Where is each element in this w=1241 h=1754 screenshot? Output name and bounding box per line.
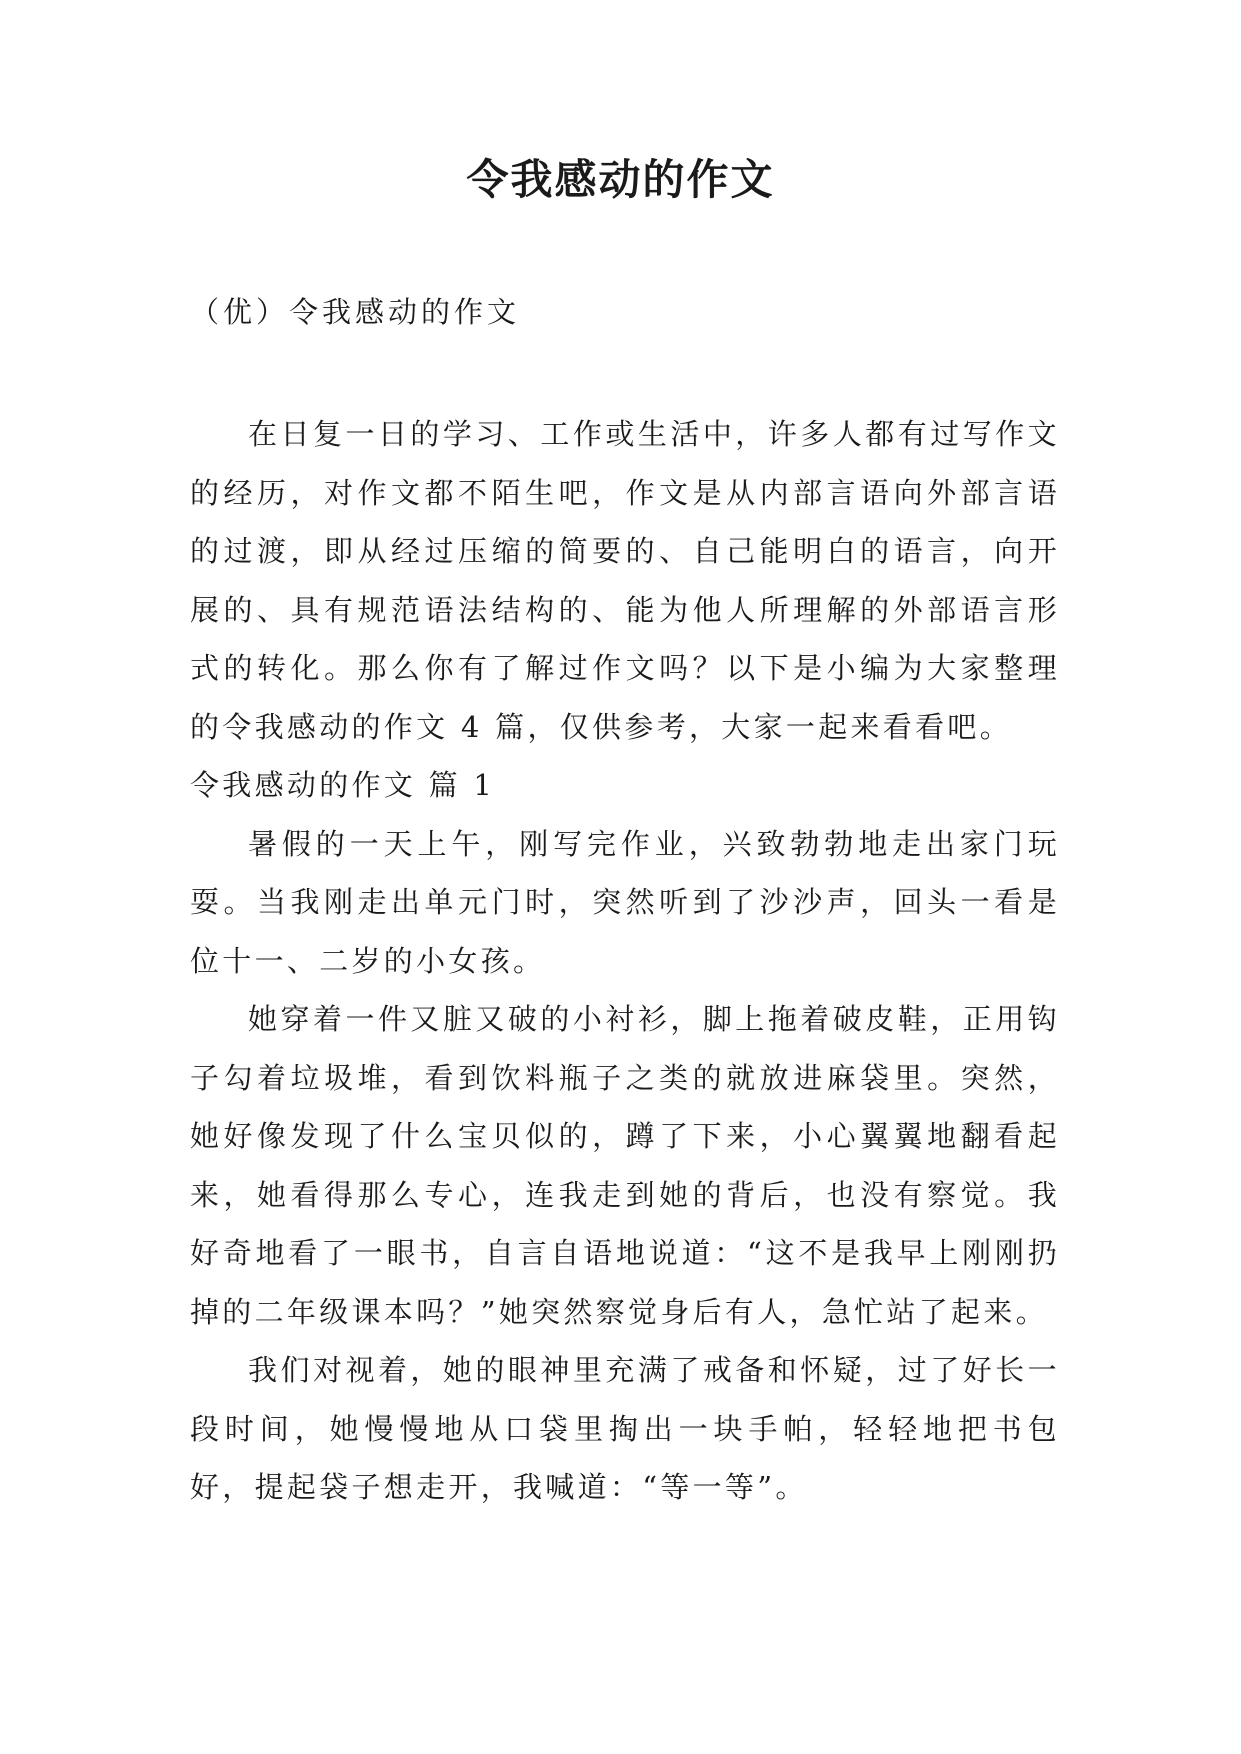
intro-paragraph: 在日复一日的学习、工作或生活中，许多人都有过写作文的经历，对作文都不陌生吧，作文是从内部言语向外部言语的过渡，即从经过压缩的简要的、自己能明白的语言，向开展的、具有规范语法结构的、能为他人所理解的外部语言形式的转化。那么你有了解过作文吗？以下是小编为大家整理的令我感动的作文 4 篇，仅供参考，大家一起来看看吧。 xyxy=(190,417,1060,744)
body-paragraph: 我们对视着，她的眼神里充满了戒备和怀疑，过了好长一段时间，她慢慢地从口袋里掏出一块手帕，轻轻地把书包好，提起袋子想走开，我喊道：“等一等”。 xyxy=(190,1353,1060,1504)
document-title: 令我感动的作文 xyxy=(466,155,775,204)
body-paragraph: 暑假的一天上午，刚写完作业，兴致勃勃地走出家门玩耍。当我刚走出单元门时，突然听到了沙沙声，回头一看是位十一、二岁的小女孩。 xyxy=(190,826,1060,978)
document-body xyxy=(190,405,1060,1517)
section-heading: 令我感动的作文 篇 1 xyxy=(190,768,496,802)
document-subtitle: （优）令我感动的作文 xyxy=(190,295,521,329)
body-paragraph: 她穿着一件又脏又破的小衬衫，脚上拖着破皮鞋，正用钩子勾着垃圾堆，看到饮料瓶子之类的就放进麻袋里。突然，她好像发现了什么宝贝似的，蹲了下来，小心翼翼地翻看起来，她看得那么专心，连我走到她的背后，也没有察觉。我好奇地看了一眼书，自言自语地说道：“这不是我早上刚刚扔掉的二年级课本吗？”她突然察觉身后有人，急忙站了起来。 xyxy=(190,1002,1060,1329)
